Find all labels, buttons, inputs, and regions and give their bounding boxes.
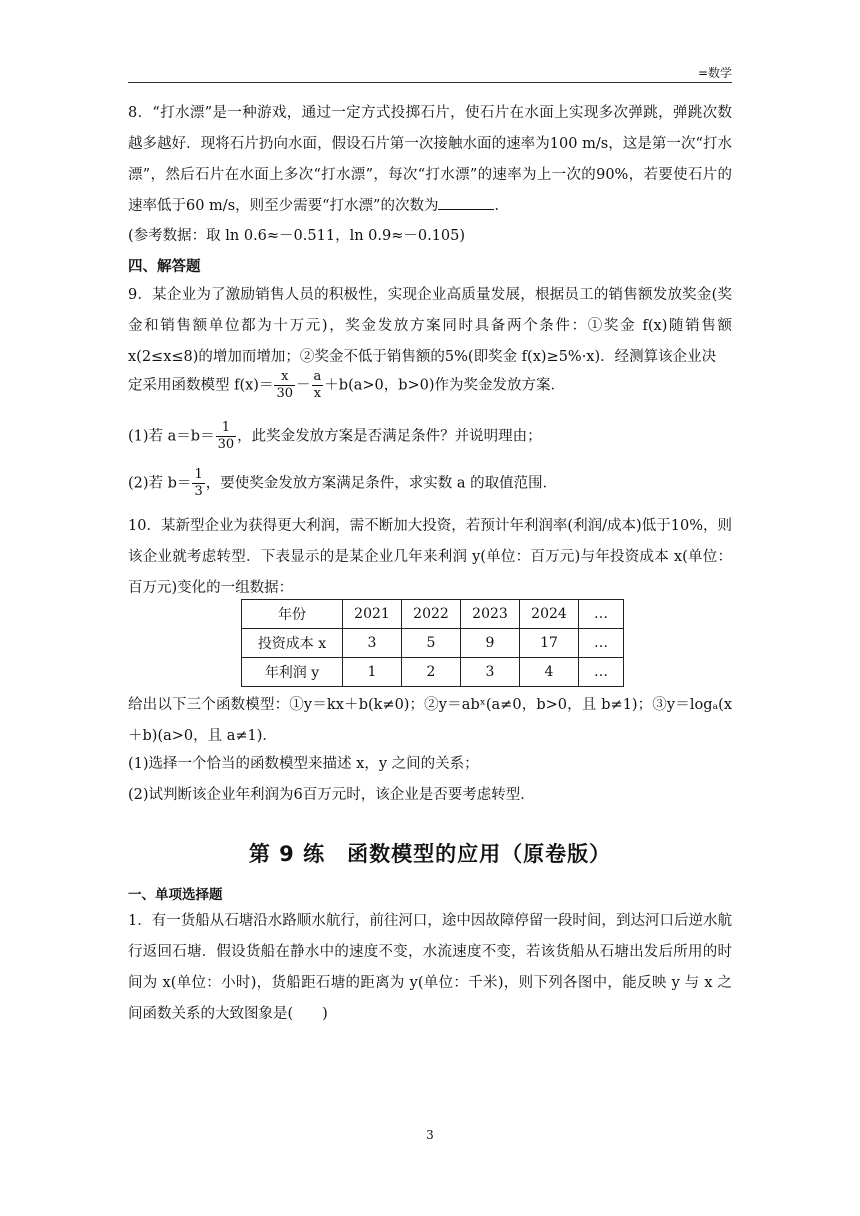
frac-a-over-x: $\frac{a}{x}$ [313, 369, 322, 401]
q10-models: 给出以下三个函数模型：①y＝kx＋b(k≠0)；②y＝abˣ(a≠0，b>0，且 b≠1)；③y＝logₐ(x＋b)(a>0，且 a≠1)． [128, 697, 732, 744]
question-1: 1．有一货船从石塘沿水路顺水航行，前往河口，途中因故障停留一段时间，到达河口后逆水航行返回石塘．假设货船在静水中的速度不变，水流速度不变，若该货船从石塘出发后所用的时间为 x(单位：小时)，货船距石塘的距离为 y(单位：千米)，则下列各图中，能反映 y 与 x 之间函数关系的大致图象是( ) [128, 913, 732, 1022]
q9-part1: (1)若 a＝b＝ $\frac{1}{30}$ ，此奖金发放方案是否满足条件？并说明理由； [128, 420, 542, 452]
q10-part2: (2)试判断该企业年利润为6百万元时，该企业是否要考虑转型． [128, 787, 535, 803]
exercise-title: 第 9 练 函数模型的应用（原卷版） [248, 842, 612, 866]
question-8 [128, 98, 732, 222]
q10-part1: (1)选择一个恰当的函数模型来描述 x，y 之间的关系； [128, 756, 479, 772]
page-number: 3 [426, 1128, 434, 1142]
q8-reference: (参考数据：取 ln 0.6≈－0.511，ln 0.9≈－0.105) [128, 228, 466, 244]
q9-model-pre: 定采用函数模型 f(x)＝ [128, 377, 274, 394]
answer-blank [438, 195, 494, 210]
frac-x-over-30: $\frac{x}{30}$ [276, 369, 294, 401]
q9-intro: 9．某企业为了激励销售人员的积极性，实现企业高质量发展，根据员工的销售额发放奖金(奖金和销售额单位都为十万元)，奖金发放方案同时具备两个条件：①奖金 f(x)随销售额 x(2≤x≤8)的增加而增加；②奖金不低于销售额的5%(即奖金 f(x)≥5%·x)．经测算该企业决 [128, 287, 732, 365]
table-row: 年份 2021 2022 2023 2024 … [242, 600, 624, 629]
q8-text: 8．“打水漂”是一种游戏，通过一定方式投掷石片，使石片在水面上实现多次弹跳，弹跳次数越多越好．现将石片扔向水面，假设石片第一次接触水面的速率为100 m/s，这是第一次“打水漂”，然后石片在水面上多次“打水漂”，每次“打水漂”的速率为上一次的90%，若要使石片的速率低于60 m/s，则至少需要“打水漂”的次数为 [128, 105, 732, 214]
q9-part2: (2)若 b＝ $\frac{1}{3}$ ，要使奖金发放方案满足条件，求实数 a 的取值范围． [128, 467, 558, 499]
frac-1-over-30: $\frac{1}{30}$ [217, 420, 235, 452]
frac-1-over-3: $\frac{1}{3}$ [194, 467, 203, 499]
q10-intro: 10．某新型企业为获得更大利润，需不断加大投资，若预计年利润率(利润/成本)低于10%，则该企业就考虑转型．下表显示的是某企业几年来利润 y(单位：百万元)与年投资成本 x(单位：百万元)变化的一组数据： [128, 518, 732, 596]
header-subject: =数学 [697, 66, 732, 80]
table-row: 年利润 y 1 2 3 4 … [242, 658, 624, 687]
table-row: 投资成本 x 3 5 9 17 … [242, 629, 624, 658]
section-4-heading: 四、解答题 [128, 258, 201, 275]
q9-model-post: ＋b(a>0，b>0)作为奖金发放方案． [324, 377, 566, 394]
q10-data-table [241, 599, 624, 687]
q8-end: ． [494, 198, 509, 214]
section-1-heading: 一、单项选择题 [128, 887, 223, 903]
q9-model: 定采用函数模型 f(x)＝ $\frac{x}{30}$ － $\frac{a}{x}$ ＋b(a>0，b>0)作为奖金发放方案． [128, 369, 566, 401]
header-rule [128, 82, 732, 83]
